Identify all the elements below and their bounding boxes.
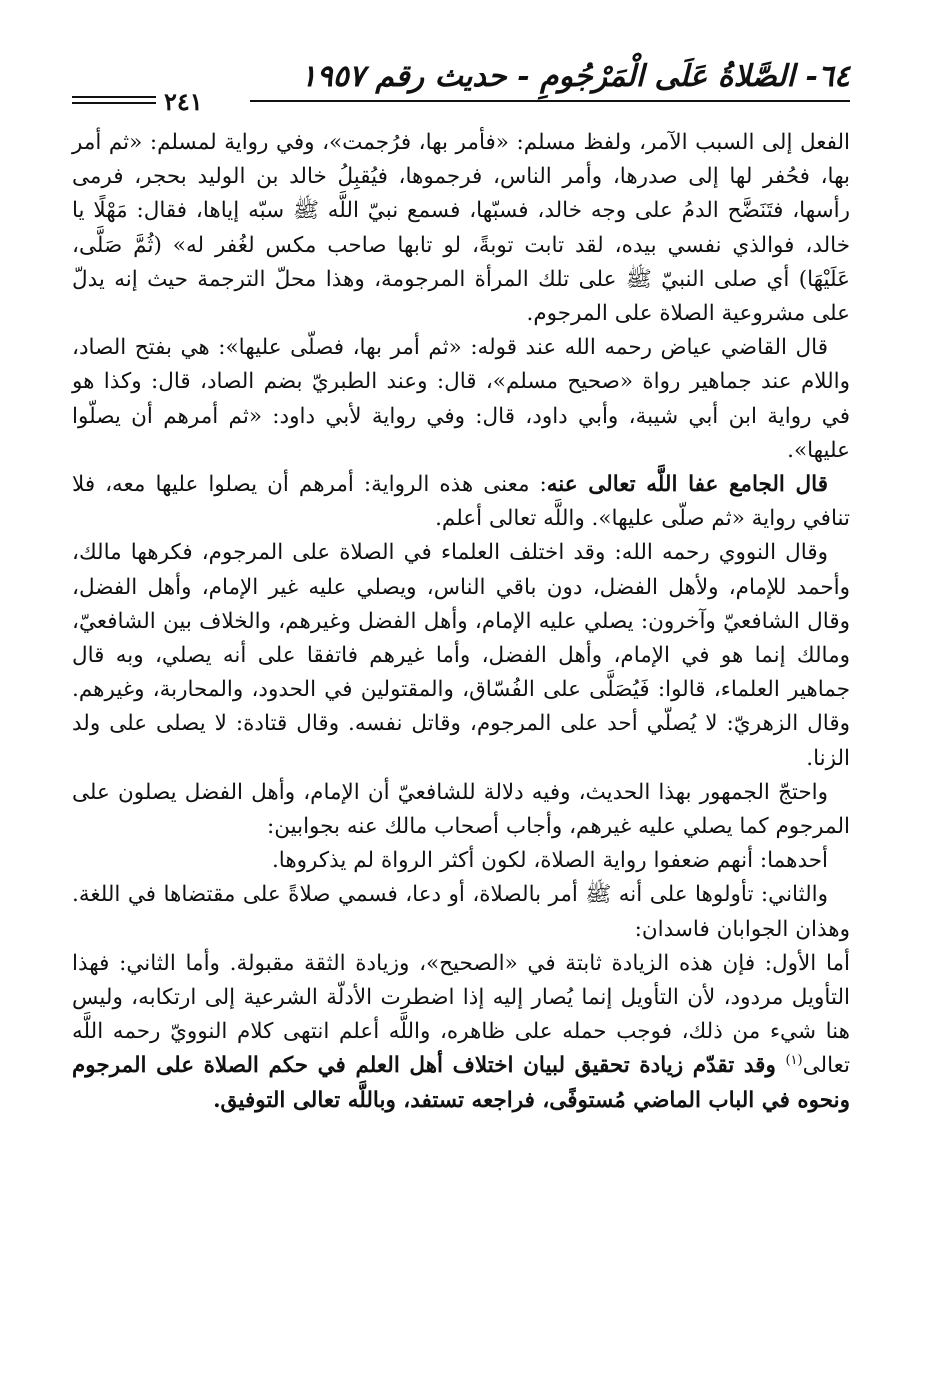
running-header [72, 52, 850, 116]
paragraph-text: أما الأول: فإن هذه الزيادة ثابتة في «الصحيح»، وزيادة الثقة مقبولة. وأما الثاني: فهذا التأويل مردود، لأن التأويل إنما يُصار إليه إذا اضطرت الأدلّة الشرعية إلى ارتكابه، وليس هنا شيء من ذلك، فوجب حمله على ظاهره، واللَّه أعلم انتهى كلام النوويّ رحمه اللَّه تعالى [72, 950, 850, 1079]
paragraph-text: وقال النووي رحمه الله: وقد اختلف العلماء في الصلاة على المرجوم، فكرهها مالك، وأحمد للإمام، ولأهل الفضل، دون باقي الناس، ويصلي عليه غير الإمام، وأهل الفضل، وقال الشافعيّ وآخرون: يصلي عليه الإمام، وأهل الفضل وغيرهم، والخلاف بين الشافعيّ، ومالك إنما هو في الإمام، وأهل الفضل، وأما غيرهم فاتفقا على أنه يصلي، وبه قال جماهير العلماء، قالوا: فَيُصَلَّى على الفُسّاق، والمقتولين في الحدود، والمحاربة، وغيرهم. وقال الزهريّ: لا يُصلّي أحد على المرجوم، وقاتل نفسه. وقال قتادة: لا يصلى على ولد الزنا. [72, 540, 850, 771]
paragraph-2 [72, 331, 850, 468]
body-text [72, 126, 850, 1118]
header-rule [250, 100, 850, 102]
paragraph-4 [72, 536, 850, 775]
page [72, 52, 850, 1118]
paragraph-text: : معنى هذه الرواية: أمرهم أن يصلوا عليها معه، فلا تنافي رواية «ثم صلّى عليها». واللَّه تعالى أعلم. [72, 472, 850, 532]
footnote-reference[interactable]: (١) [785, 1053, 803, 1069]
paragraph-text: والثاني: تأولوها على أنه ﷺ أمر بالصلاة، أو دعا، فسمي صلاةً على مقتضاها في اللغة. وهذان الجوابان فاسدان: [72, 882, 850, 942]
paragraph-8 [72, 947, 850, 1118]
paragraph-7 [72, 878, 850, 946]
paragraph-6 [72, 844, 850, 878]
paragraph-text: أحدهما: أنهم ضعفوا رواية الصلاة، لكون أكثر الرواة لم يذكروها. [271, 848, 828, 874]
paragraph-lead: قال الجامع عفا اللَّه تعالى عنه [546, 472, 828, 498]
header-title: ٦٤- الصَّلاةُ عَلَى الْمَرْجُومِ - حديث رقم ١٩٥٧ [300, 59, 850, 94]
paragraph-3 [72, 468, 850, 536]
paragraph-text: الفعل إلى السبب الآمر، ولفظ مسلم: «فأمر بها، فرُجمت»، وفي رواية لمسلم: «ثم أمر بها، فحُفر لها إلى صدرها، وأمر الناس، فرجموها، فيُقبِلُ خالد بن الوليد بحجر، فرمى رأسها، فتَنَضَّح الدمُ على وجه خالد، فسبّها، فسمع نبيّ اللَّه ﷺ سبّه إياها، فقال: مَهْلًا يا خالد، فوالذي نفسي بيده، لقد تابت توبةً، لو تابها صاحب مكس لغُفر له» (ثُمَّ صَلَّى، عَلَيْهَا) أي صلى النبيّ ﷺ على تلك المرأة المرجومة، وهذا محلّ الترجمة حيث إنه يدلّ على مشروعية الصلاة على المرجوم. [72, 130, 851, 327]
paragraph-text: واحتجّ الجمهور بهذا الحديث، وفيه دلالة للشافعيّ أن الإمام، وأهل الفضل يصلون على المرجوم كما يصلي عليه غيرهم، وأجاب أصحاب مالك عنه بجوابين: [72, 779, 850, 840]
page-number-rule-top [72, 96, 156, 98]
page-number: ٢٤١ [164, 87, 203, 116]
paragraph-text-continued: وقد تقدّم زيادة تحقيق لبيان اختلاف أهل العلم في حكم الصلاة على المرجوم ونحوه في الباب الماضي مُستوفًى، فراجعه تستفد، وباللَّه تعالى التوفيق. [72, 1053, 850, 1113]
paragraph-5 [72, 776, 850, 844]
page-number-rule-bottom [72, 102, 156, 104]
paragraph-text: قال القاضي عياض رحمه الله عند قوله: «ثم أمر بها، فصلّى عليها»: هي بفتح الصاد، واللام عند جماهير رواة «صحيح مسلم»، قال: وعند الطبريّ بضم الصاد، قال: وكذا هو في رواية ابن أبي شيبة، وأبي داود، قال: وفي رواية لأبي داود: «ثم أمرهم أن يصلّوا عليها». [72, 335, 850, 463]
paragraph-1 [72, 126, 850, 331]
